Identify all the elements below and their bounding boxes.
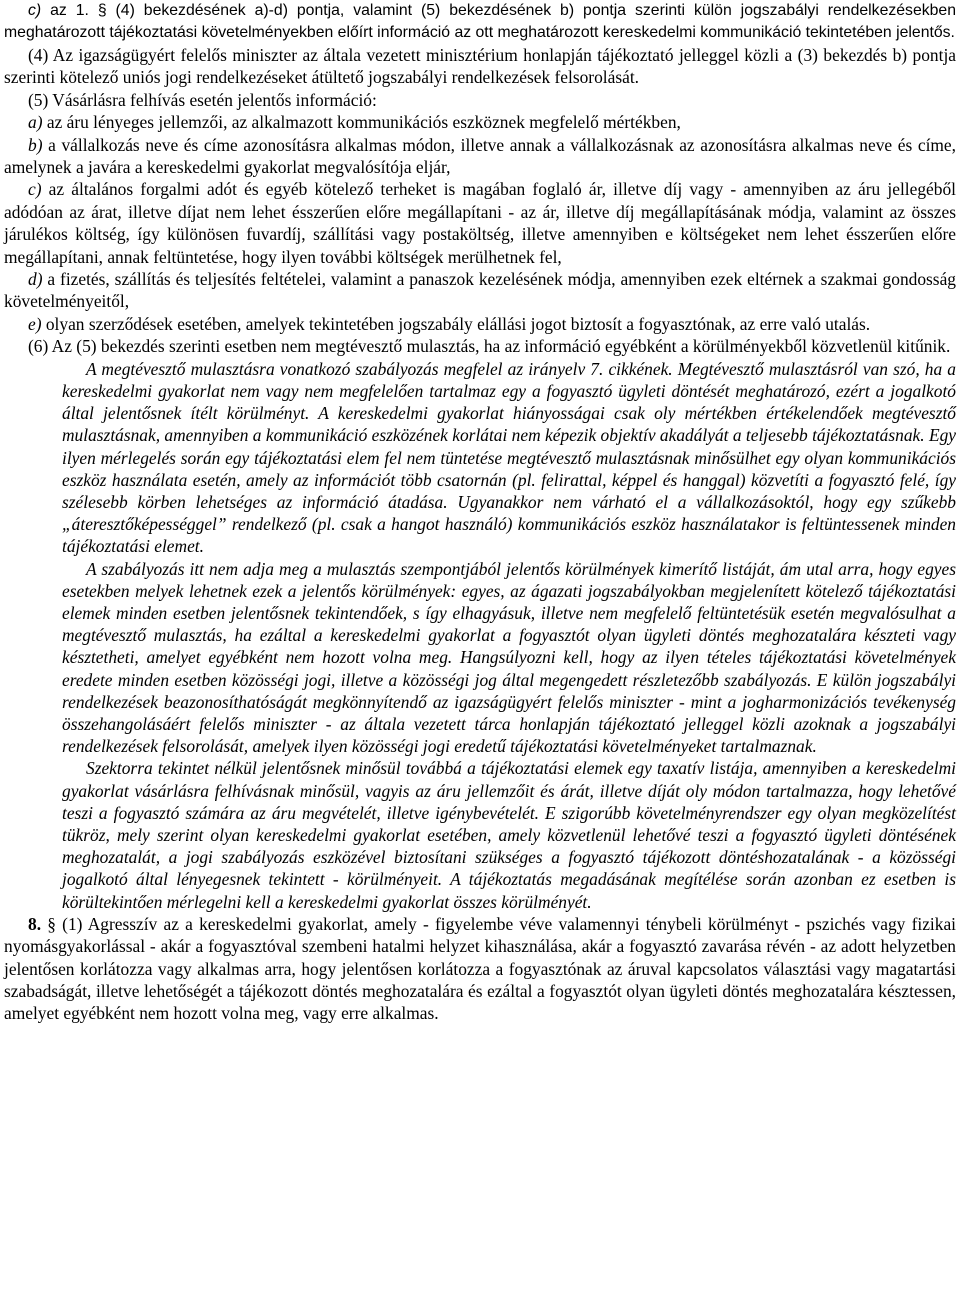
section-8-text: § (1) Agresszív az a kereskedelmi gyakorlat, amely - figyelembe véve valamennyi ténybeli körülményt - pszichés vagy fizikai nyomásgyakorlással - akár a fogyasztóval szembeni hatalmi helyzet kihasználása, akár a fogyasztó zavarása révén - az adott helyzetben jelentősen korlátozza vagy alkalmas arra, hogy jelentősen korlátozza a fogyasztónak az áruval kapcsolatos választási vagy magatartási szabadságát, illetve lehetőségét a tájékozott döntés meghozatalára és ezáltal a fogyasztót olyan ügyleti döntés meghozatalára késztessen, amelyet egyébként nem hozott volna meg, vagy erre alkalmas.	[4, 913, 956, 1024]
paragraph-3c-text: az 1. § (4) bekezdésének a)-d) pontja, valamint (5) bekezdésének b) pontja szerinti külön jogszabályi rendelkezésekben meghatározott tájékoztatási követelményekben előírt információ az ott meghatározott kereskedelmi kommunikáció tekintetében jelentős.	[4, 2, 956, 41]
paragraph-5-intro: (5) Vásárlásra felhívás esetén jelentős információ:	[28, 89, 377, 110]
item-text-e: olyan szerződések esetében, amelyek tekintetében jogszabály elállási jogot biztosít a fogyasztónak, az erre való utalás.	[41, 313, 871, 334]
section-8-number: 8.	[28, 913, 42, 934]
section-8-paragraph-1	[4, 913, 956, 1025]
paragraph-6: (6) Az (5) bekezdés szerinti esetben nem megtévesztő mulasztás, ha az információ egyébként a körülményekből közvetlenül kitűnik.	[28, 336, 951, 357]
item-label-c: c)	[28, 179, 42, 200]
item-label-a: a)	[28, 112, 43, 133]
commentary-paragraph-1: A megtévesztő mulasztásra vonatkozó szabályozás megfelel az irányelv 7. cikkének. Megtévesztő mulasztásról van szó, ha a kereskedelmi gyakorlat nem vagy nem megfelelően tartalmaz egy a fogyasztó ügyleti döntését meghatározó, ezért a jogalkotó által jelentősnek ítélt körülményt. A kereskedelmi gyakorlat hiányosságai csak oly mértékben értékelendőek megtévesztő mulasztásnak, amennyiben a kommunikáció eszközének korlátai nem képezik objektív akadályát a teljesebb tájékoztatásnak. Egy ilyen mérlegelés során egy tájékoztatási elem fel nem tüntetése megtévesztő mulasztásnak minősülhet egy olyan kommunikációs eszköz használata esetén, amely az információt több csatornán (pl. felirattal, képpel és hanggal) közvetíti a fogyasztó felé, így szélesebb körben lehetséges az információ átadása. Ugyanakkor nem várható el a vállalkozásoktól, hogy egy szűkebb „áteresztőképességgel” rendelkező (pl. csak a hangot használó) kommunikációs eszköz használatakor is feltüntessenek minden tájékoztatási elemet.	[62, 358, 956, 557]
commentary-paragraph-3: Szektorra tekintet nélkül jelentősnek minősül továbbá a tájékoztatási elemek egy taxatív listája, amennyiben a kereskedelmi gyakorlat vásárlásra felhívásnak minősül, vagyis az áru jellemzőit és árát, illetve díját oly módon tartalmazza, hogy lehetővé teszi a fogyasztó számára az áru megvételét, illetve igénybevételét. E szigorúbb követelményrendszer egy olyan megközelítést tükröz, mely szerint olyan kereskedelmi gyakorlat esetében, amely közvetlenül lehetővé teszi a fogyasztó ügyleti döntésének meghozatalát, a jogi szabályozás eszközével biztosítani szükséges a fogyasztó tájékozott döntéshozatalának - a közösségi jogalkotó által lényegesnek tekintett - körülményeit. A tájékoztatás megadásának megítélése során azonban ez esetben is körültekintően mérlegelni kell a kereskedelmi gyakorlat összes körülményét.	[62, 758, 956, 912]
item-text-d: a fizetés, szállítás és teljesítés feltételei, valamint a panaszok kezelésének módja, amennyiben ezek eltérnek a szakmai gondosság követelményeitől,	[4, 269, 956, 312]
point-label-c: c)	[28, 2, 42, 19]
item-text-b: a vállalkozás neve és címe azonosításra alkalmas módon, illetve annak a vállalkozásnak az azonosításra alkalmas neve és címe, amelynek a javára a kereskedelmi gyakorlat megvalósítója eljár,	[4, 134, 956, 178]
paragraph-3c	[4, 0, 956, 44]
commentary-paragraph-2: A szabályozás itt nem adja meg a mulasztás szempontjából jelentős körülmények kimerítő listáját, ám utal arra, hogy egyes esetekben melyek lehetnek ezek a jelentős körülmények: egyes, az ágazati jogszabályokban megjelenített kötelező tájékoztatási elemek minden esetben jelentősnek tekintendőek, s így elhagyásuk, illetve nem megfelelő feltüntetésük esetén megvalósulhat a megtévesztő mulasztás, ha ezáltal a kereskedelmi gyakorlat a fogyasztót olyan ügyleti döntés meghozatalára készteti vagy késztetheti, amelyet egyébként nem hozott volna meg. Hangsúlyozni kell, hogy az ilyen tételes tájékoztatási követelmények eredete minden esetben közösségi jogi, illetve a közösségi jog által megengedett részletezőbb szabályozás. E külön jogszabályi rendelkezések beazonosíthatóságát megkönnyítendő az igazságügyért felelős miniszter - mint a jogharmonizációs tevékenység összehangolásáért felelős miniszter - az általa vezetett tárca honlapján tájékoztató jelleggel közli azoknak a jogszabályi rendelkezések felsorolását, amelyek ilyen közösségi jogi eredetű tájékoztatási követelményeket tartalmaznak.	[62, 558, 956, 757]
item-label-e: e)	[28, 313, 42, 334]
paragraph-5-item-b	[4, 134, 956, 179]
paragraph-5-item-a	[4, 111, 956, 133]
paragraph-5-item-e	[4, 313, 956, 335]
paragraph-4: (4) Az igazságügyért felelős miniszter az általa vezetett minisztérium honlapján tájékoztató jelleggel közli a (3) bekezdés b) pontja szerinti kötelező uniós jogi rendelkezéseket átültető jogszabályi rendelkezések felsorolását.	[4, 45, 956, 88]
paragraph-5-item-c	[4, 178, 956, 268]
paragraph-5-item-d	[4, 268, 956, 313]
item-text-c: az általános forgalmi adót és egyéb kötelező terheket is magában foglaló ár, illetve díj vagy - amennyiben az áru jellegéből adódóan az árat, illetve díjat nem lehet ésszerűen előre megállapítani - az ár, illetve díj megállapításának módja, valamint az összes járulékos költség, így különösen fuvardíj, szállítási vagy postaköltség, illetve amennyiben e költségeket nem lehet ésszerűen előre megállapítani, annak feltüntetése, hogy ilyen további költségek merülhetnek fel,	[4, 179, 956, 267]
item-text-a: az áru lényeges jellemzői, az alkalmazott kommunikációs eszköznek megfelelő mértékben,	[42, 112, 681, 133]
item-label-b: b)	[28, 134, 43, 155]
item-label-d: d)	[28, 269, 43, 290]
